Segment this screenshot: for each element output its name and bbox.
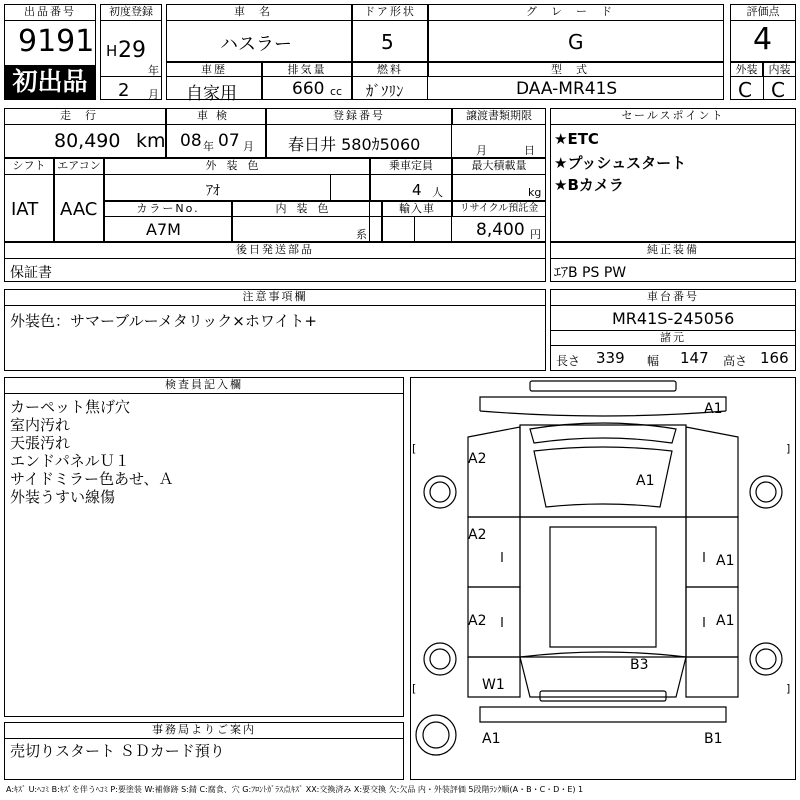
year-unit: 年 <box>148 64 159 77</box>
mileage-label: 走行 <box>4 108 166 125</box>
recycle-label: リサイクル預託金 <box>452 201 546 217</box>
doors: 5 <box>381 30 394 54</box>
ac: AAC <box>60 199 98 220</box>
office-label: 事務局よりご案内 <box>4 722 404 739</box>
door-label: ドア形状 <box>352 4 428 21</box>
length-label: 長さ <box>556 354 581 368</box>
ac-label: エアコン <box>54 158 104 175</box>
height-label: 高さ <box>723 354 748 368</box>
dimensions-label: 諸元 <box>550 330 796 346</box>
interior-color-label: 内装色 <box>232 201 382 217</box>
mark-front-left-fender: A2 <box>468 451 487 467</box>
history-label: 車歴 <box>166 62 262 77</box>
inspection-year: 08 <box>180 131 202 151</box>
mark-right-rear-door: A1 <box>716 613 735 629</box>
chassis-label: 車台番号 <box>550 289 796 306</box>
shift: IAT <box>11 199 39 220</box>
inspection-year-unit: 年 <box>203 140 214 153</box>
legend: A:ｷｽﾞ U:ﾍｺﾐ B:ｷｽﾞを伴うﾍｺﾐ P:要塗装 W:補修跡 S:錆 C:腐食、穴 G:ﾌﾛﾝﾄｶﾞﾗｽ点ｷｽﾞ XX:交換済み X:要交換 欠:欠品 内・外装評価 5段階ﾗﾝｸ順(A・B・C・D・E) 1 <box>6 785 584 794</box>
recycle-unit: 円 <box>530 228 541 241</box>
notes: 外装色：サマーブルーメタリック×ホワイト+ <box>10 312 317 330</box>
svg-text:]: ] <box>786 442 791 455</box>
grade-label: グレード <box>428 4 724 21</box>
exterior-grade: C <box>738 78 752 102</box>
color-no-label: カラーNo. <box>104 201 232 217</box>
height: 166 <box>760 349 789 367</box>
color-no: A7M <box>146 220 181 239</box>
era-letter: H <box>106 42 118 60</box>
later-parts: 保証書 <box>10 265 52 281</box>
capacity: 4 <box>412 181 422 199</box>
model-code: DAA-MR41S <box>516 79 618 99</box>
transfer-label: 譲渡書類期限 <box>452 108 546 125</box>
inspector-label: 検査員記入欄 <box>4 377 404 394</box>
first-reg-year: 29 <box>118 38 146 63</box>
capacity-label: 乗車定員 <box>370 158 452 175</box>
inspection-label: 車検 <box>166 108 266 125</box>
sales-point: ★Bカメラ <box>554 176 624 194</box>
mark-rear-bumper-right: B1 <box>704 731 723 747</box>
car-damage-diagram <box>410 377 796 780</box>
equipment: ｴｱB PS PW <box>554 265 627 281</box>
displacement: 660 <box>292 79 325 99</box>
svg-text:[: [ <box>412 682 417 695</box>
lot-number: 9191 <box>18 24 95 59</box>
lot-number-label: 出品番号 <box>4 4 96 21</box>
inspection-month-unit: 月 <box>243 140 254 153</box>
sales-points-label: セールスポイント <box>550 108 796 125</box>
fuel-label: 燃料 <box>352 62 428 77</box>
transfer-day-unit: 日 <box>524 144 535 157</box>
mileage: 80,490 <box>54 130 121 152</box>
later-parts-label: 後日発送部品 <box>4 242 546 259</box>
mark-left-front-door: A2 <box>468 527 487 543</box>
load-unit: kg <box>528 186 542 199</box>
exterior-color-label: 外装色 <box>104 158 370 175</box>
grade: G <box>568 30 584 54</box>
mark-hood: A1 <box>636 473 655 489</box>
sales-point: ★プッシュスタート <box>554 154 687 172</box>
mileage-unit: km <box>136 130 166 152</box>
score: 4 <box>753 22 773 57</box>
interior-color-unit: 系 <box>356 228 367 241</box>
chassis: MR41S-245056 <box>612 309 735 328</box>
model-code-label: 型式 <box>428 62 724 77</box>
inspector-line: 室内汚れ <box>10 416 71 434</box>
plate: 春日井 580ｶ5060 <box>288 135 421 154</box>
import-label: 輸入車 <box>382 201 452 217</box>
inspector-line: エンドパネルＵ１ <box>10 452 130 470</box>
displacement-label: 排気量 <box>262 62 352 77</box>
plate-label: 登録番号 <box>266 108 452 125</box>
interior-grade-label: 内装 <box>763 62 796 77</box>
recycle-fee: 8,400 <box>476 220 525 240</box>
inspector-line: カーペット焦げ穴 <box>10 398 131 416</box>
transfer-month-unit: 月 <box>476 144 487 157</box>
mark-front-bumper: A1 <box>704 401 723 417</box>
notes-label: 注意事項欄 <box>4 289 546 306</box>
displacement-unit: cc <box>330 85 343 98</box>
first-listing-badge: 初出品 <box>5 65 95 99</box>
equipment-label: 純正装備 <box>550 242 796 259</box>
capacity-unit: 人 <box>432 186 443 199</box>
month-unit: 月 <box>148 88 159 101</box>
fuel: ｶﾞｿﾘﾝ <box>366 82 404 100</box>
shift-label: シフト <box>4 158 54 175</box>
history: 自家用 <box>186 84 237 104</box>
inspection-month: 07 <box>218 131 240 151</box>
load-label: 最大積載量 <box>452 158 546 175</box>
score-label: 評価点 <box>730 4 796 21</box>
inspector-line: 天張汚れ <box>10 434 71 452</box>
width: 147 <box>680 349 709 367</box>
width-label: 幅 <box>647 354 660 368</box>
svg-text:]: ] <box>786 682 791 695</box>
mark-rear-left-quarter: W1 <box>482 677 505 693</box>
mark-roof: B3 <box>630 657 649 673</box>
sales-point: ★ETC <box>554 130 599 148</box>
first-reg-label: 初度登録 <box>100 4 162 21</box>
inspector-line: サイドミラー色あせ、Ａ <box>10 470 174 488</box>
svg-text:[: [ <box>412 442 417 455</box>
mark-left-rear-door: A2 <box>468 613 487 629</box>
office-text: 売切りスタート ＳＤカード預り <box>10 742 225 760</box>
first-reg-month: 2 <box>118 80 130 101</box>
car-name: ハスラー <box>220 34 292 55</box>
mark-right-front-door: A1 <box>716 553 735 569</box>
inspector-line: 外装うすい線傷 <box>10 488 116 506</box>
exterior-grade-label: 外装 <box>730 62 763 77</box>
car-name-label: 車名 <box>166 4 352 21</box>
interior-grade: C <box>771 78 785 102</box>
mark-rear-bumper-left: A1 <box>482 731 501 747</box>
length: 339 <box>596 349 625 367</box>
exterior-color: ｱｵ <box>206 183 220 199</box>
